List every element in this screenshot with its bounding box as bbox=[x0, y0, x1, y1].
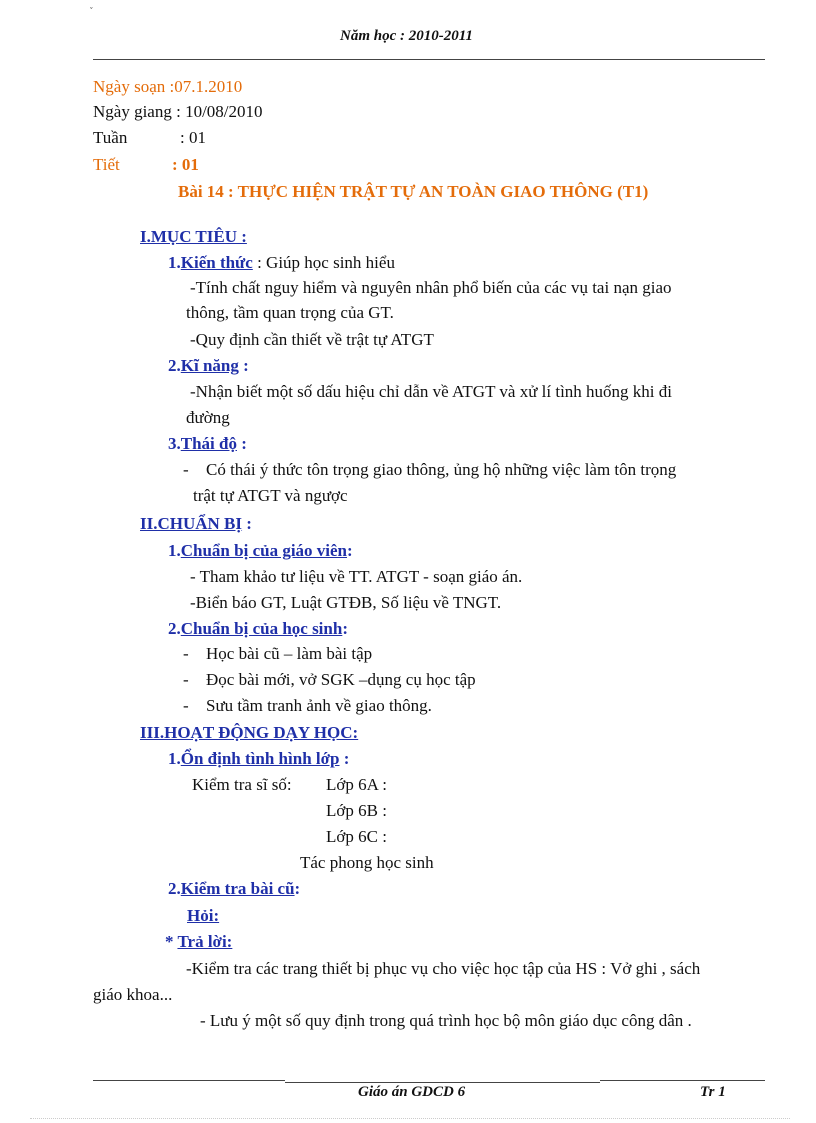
section-muc-tieu: I.MỤC TIÊU : bbox=[140, 227, 247, 246]
corner-mark: ˇ bbox=[90, 6, 93, 15]
kn-line-2: đường bbox=[186, 408, 230, 427]
kt-line-1: -Tính chất nguy hiểm và nguyên nhân phổ biến của các vụ tai nạn giao bbox=[190, 278, 672, 297]
tiet-value: : 01 bbox=[172, 155, 199, 174]
kt-line-2: thông, tầm quan trọng của GT. bbox=[186, 303, 394, 322]
hs-item: Đọc bài mới, vở SGK –dụng cụ học tập bbox=[206, 670, 476, 689]
tl-line-2: giáo khoa... bbox=[93, 985, 173, 1004]
kiem-tra-heading: 2.Kiểm tra bài cũ: bbox=[168, 879, 301, 898]
hoi-label: Hỏi: bbox=[187, 906, 220, 925]
footer-rule-mid bbox=[285, 1082, 600, 1083]
kt-line-3: -Quy định cần thiết về trật tự ATGT bbox=[190, 330, 434, 349]
td-line-2: trật tự ATGT và ngược bbox=[193, 486, 348, 505]
ki-nang-heading: 2.Kĩ năng : bbox=[168, 356, 249, 375]
td-line-1: Có thái ý thức tôn trọng giao thông, ủng hộ những việc làm tôn trọng bbox=[206, 460, 677, 479]
hs-dash: - bbox=[183, 670, 189, 689]
page-header: Năm học : 2010-2011 bbox=[340, 28, 473, 44]
lop-6a: Lớp 6A : bbox=[326, 775, 387, 794]
page-bottom-dotted bbox=[30, 1118, 790, 1119]
tuan-value: : 01 bbox=[180, 128, 206, 147]
footer-title: Giáo án GDCD 6 bbox=[358, 1084, 466, 1100]
tl-line-3: - Lưu ý một số quy định trong quá trình học bộ môn giáo dục công dân . bbox=[200, 1011, 692, 1030]
lop-6c: Lớp 6C : bbox=[326, 827, 387, 846]
ngay-soan: Ngày soạn :07.1.2010 bbox=[93, 77, 243, 96]
gv-heading: 1.Chuẩn bị của giáo viên: bbox=[168, 541, 353, 560]
tra-loi-label: * Trả lời: bbox=[165, 932, 233, 951]
kn-line-1: -Nhận biết một số dấu hiệu chỉ dẫn về ATGT và xử lí tình huống khi đi bbox=[190, 382, 673, 401]
section-hoat-dong: III.HOẠT ĐỘNG DẠY HỌC: bbox=[140, 723, 359, 742]
footer-rule-right bbox=[600, 1080, 765, 1081]
hs-dash: - bbox=[183, 696, 189, 715]
lesson-title: Bài 14 : THỰC HIỆN TRẬT TỰ AN TOÀN GIAO THÔNG (T1) bbox=[178, 182, 649, 201]
page-number: Tr 1 bbox=[700, 1084, 726, 1100]
header-rule bbox=[93, 59, 765, 60]
gv-line-2: -Biển báo GT, Luật GTĐB, Số liệu về TNGT. bbox=[190, 593, 502, 612]
kien-thuc-heading: 1.Kiến thức : Giúp học sinh hiểu bbox=[168, 253, 395, 272]
thai-do-heading: 3.Thái độ : bbox=[168, 434, 247, 453]
on-dinh-heading: 1.Ổn định tình hình lớp : bbox=[168, 749, 350, 768]
gv-line-1: - Tham khảo tư liệu về TT. ATGT - soạn giáo án. bbox=[190, 567, 523, 586]
hs-heading: 2.Chuẩn bị của học sinh: bbox=[168, 619, 348, 638]
lop-6b: Lớp 6B : bbox=[326, 801, 387, 820]
footer-rule-left bbox=[93, 1080, 285, 1081]
hs-item: Học bài cũ – làm bài tập bbox=[206, 644, 373, 663]
tac-phong: Tác phong học sinh bbox=[300, 853, 434, 872]
ngay-giang: Ngày giang : 10/08/2010 bbox=[93, 102, 263, 121]
hs-dash: - bbox=[183, 644, 189, 663]
tl-line-1: -Kiểm tra các trang thiết bị phục vụ cho việc học tập của HS : Vở ghi , sách bbox=[186, 959, 701, 978]
hs-item: Sưu tầm tranh ảnh về giao thông. bbox=[206, 696, 432, 715]
tiet-label: Tiết bbox=[93, 155, 120, 174]
td-dash: - bbox=[183, 460, 189, 479]
kiem-tra-si-so: Kiểm tra sĩ số: bbox=[192, 775, 292, 794]
tuan-label: Tuần bbox=[93, 128, 128, 147]
section-chuan-bi: II.CHUẨN BỊ : bbox=[140, 514, 252, 533]
